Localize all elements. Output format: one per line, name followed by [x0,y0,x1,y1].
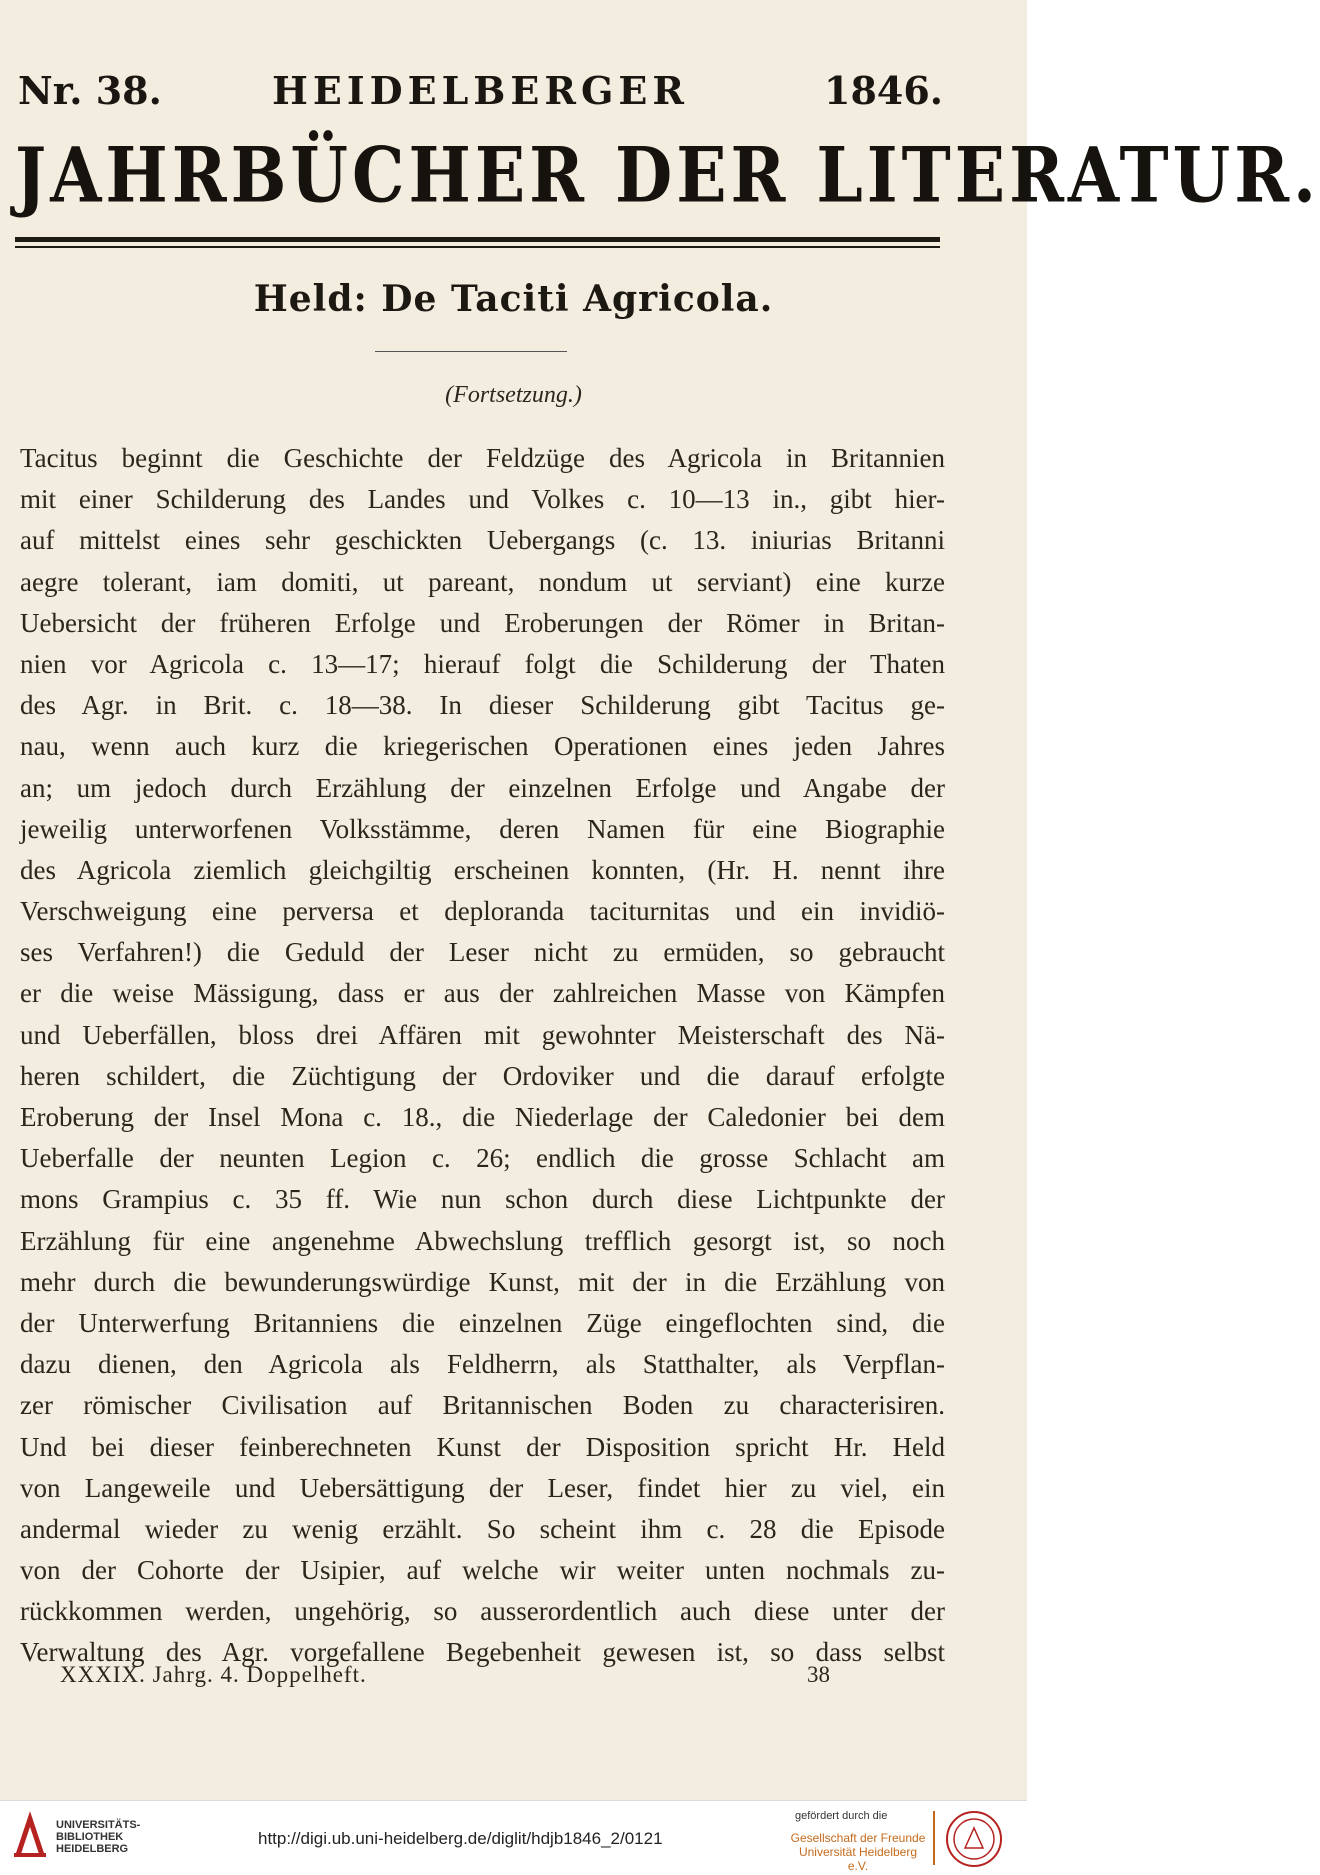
library-name-line: UNIVERSITÄTS- [56,1819,141,1831]
publication-name: HEIDELBERGER [272,68,689,113]
text-line: Verwaltung des Agr. vorgefallene Begebenheit gewesen ist, so dass selbst [20,1637,945,1668]
text-line: Verschweigung eine perversa et deploranda taciturnitas und ein invidiö- [20,896,945,927]
text-line: Erzählung für eine angenehme Abwechslung trefflich gesorgt ist, so noch [20,1225,945,1256]
text-line: Eroberung der Insel Mona c. 18., die Niederlage der Caledonier bei dem [20,1102,945,1132]
footer-divider [933,1811,935,1865]
header-rule-thick [15,237,940,242]
text-line: ses Verfahren!) die Geduld der Leser nicht zu ermüden, so gebraucht [20,937,945,968]
text-line: des Agricola ziemlich gleichgiltig erscheinen konnten, (Hr. H. nennt ihre [20,854,945,885]
article-body [20,438,945,1674]
funded-by-label: gefördert durch die [795,1810,888,1822]
society-name-line: Universität Heidelberg e.V. [798,1845,918,1873]
sheet-number: 38 [807,1662,830,1687]
university-seal-icon [945,1810,1003,1868]
text-line: an; um jedoch durch Erzählung der einzelnen Erfolge und Angabe der [20,772,945,803]
text-line: mehr durch die bewunderungswürdige Kunst, mit der in die Erzählung von [20,1266,945,1297]
page-footer [60,1662,830,1694]
text-line: nau, wenn auch kurz die kriegerischen Operationen eines jeden Jahres [20,731,945,762]
signature-mark: XXXIX. Jahrg. 4. Doppelheft. [60,1662,367,1687]
title-divider [375,351,567,352]
text-line: Und bei dieser feinberechneten Kunst der Disposition spricht Hr. Held [20,1431,945,1462]
text-line: der Unterwerfung Britanniens die einzelnen Züge eingeflochten sind, die [20,1307,945,1338]
text-line: dazu dienen, den Agricola als Feldherrn, als Statthalter, als Verpflan- [20,1349,945,1380]
issue-number: Nr. 38. [18,68,162,113]
text-line: andermal wieder zu wenig erzählt. So scheint ihm c. 28 die Episode [20,1513,945,1544]
text-line: mit einer Schilderung des Landes und Volkes c. 10—13 in., gibt hier- [20,484,945,515]
society-name-line: Gesellschaft der Freunde [790,1831,926,1845]
text-line: und Ueberfällen, bloss drei Affären mit gewohnter Meisterschaft des Nä- [20,1019,945,1050]
university-library-logo-icon [10,1813,50,1863]
university-library-name [56,1819,140,1855]
text-line: von der Cohorte der Usipier, auf welche wir weiter unten nochmals zu- [20,1555,945,1586]
header-rule-thin [15,246,940,248]
continuation-note: (Fortsetzung.) [445,382,582,408]
text-line: Tacitus beginnt die Geschichte der Feldzüge des Agricola in Britannien [20,443,945,473]
text-line: heren schildert, die Züchtigung der Ordoviker und die darauf erfolgte [20,1060,945,1091]
text-line: Ueberfalle der neunten Legion c. 26; endlich die grosse Schlacht am [20,1143,945,1174]
text-line: mons Grampius c. 35 ff. Wie nun schon durch diese Lichtpunkte der [20,1184,945,1215]
library-name-line: HEIDELBERG [56,1843,129,1855]
publication-year: 1846. [824,68,943,113]
text-line: nien vor Agricola c. 13—17; hierauf folgt die Schilderung der Thaten [20,648,945,679]
text-line: von Langeweile und Uebersättigung der Leser, findet hier zu viel, ein [20,1472,945,1503]
permalink-url[interactable]: http://digi.ub.uni-heidelberg.de/diglit/hdjb1846_2/0121 [258,1829,663,1848]
text-line: aegre tolerant, iam domiti, ut pareant, nondum ut serviant) eine kurze [20,566,945,597]
text-line: auf mittelst eines sehr geschickten Uebergangs (c. 13. iniurias Britanni [20,525,945,556]
text-line: rückkommen werden, ungehörig, so ausserordentlich auch diese unter der [20,1596,945,1627]
text-line: jeweilig unterworfenen Volksstämme, deren Namen für eine Biographie [20,813,945,844]
article-title: Held: De Taciti Agricola. [253,278,774,320]
library-name-line: BIBLIOTHEK [56,1831,124,1843]
text-line: des Agr. in Brit. c. 18—38. In dieser Schilderung gibt Tacitus ge- [20,690,945,721]
text-line: zer römischer Civilisation auf Britannischen Boden zu characterisiren. [20,1390,945,1421]
text-line: er die weise Mässigung, dass er aus der zahlreichen Masse von Kämpfen [20,978,945,1009]
journal-title: JAHRBÜCHER DER LITERATUR. [15,130,1320,220]
society-name [788,1831,928,1873]
viewer-footer-bar [0,1800,1027,1875]
running-header [18,68,943,118]
text-line: Uebersicht der früheren Erfolge und Eroberungen der Römer in Britan- [20,607,945,638]
